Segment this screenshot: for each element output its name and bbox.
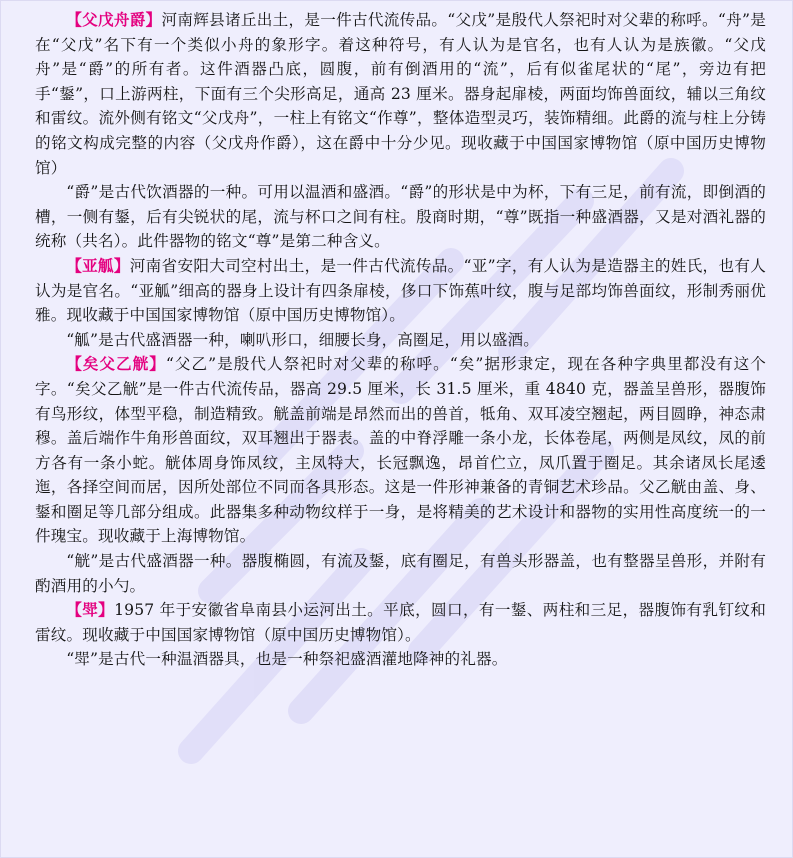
paragraph-yifuyigong <box>35 352 766 549</box>
paragraph-yagu <box>35 254 766 328</box>
paragraph-text: 河南省安阳大司空村出土，是一件古代流传品。“亚”字，有人认为是造器主的姓氏，也有人认为是官名。“亚觚”细高的器身上设计有四条扉棱，侈口下饰蕉叶纹，腹与足部均饰兽面纹，形制秀丽优雅。现收藏于中国国家博物馆（原中国历史博物馆）。 <box>35 256 766 325</box>
paragraph-jue-definition <box>35 180 766 254</box>
document-body <box>35 8 766 672</box>
paragraph-text: “斝”是古代一种温酒器具，也是一种祭祀盛酒灌地降神的礼器。 <box>66 650 508 669</box>
paragraph-gu-definition <box>35 328 766 353</box>
paragraph-jia <box>35 598 766 647</box>
paragraph-text: “父乙”是殷代人祭祀时对父辈的称呼。“矣”据形隶定，现在各种字典里都没有这个字。“矣父乙觥”是一件古代流传品，器高 29.5 厘米，长 31.5 厘米，重 4840 克，器盖呈兽形，器腹饰有鸟形纹，体型平稳，制造精致。觥盖前端是昂然而出的兽首，牴角、双耳凌空翘起，两目圆睁，神态肃穆。盖后端作牛角形兽面纹，双耳翘出于器表。盖的中脊浮雕一条小龙，长体卷尾，两侧是凤纹，凤的前方各有一条小蛇。觥体周身饰凤纹，主凤特大，长冠飘逸，昂首伫立，凤爪置于圈足。其余诸凤长尾逶迤，各择空间而居，因所处部位不同而各具形态。这是一件形神兼备的青铜艺术珍品。父乙觥由盖、身、鋬和圈足等几部分组成。此器集多种动物纹样于一身，是将精美的艺术设计和器物的实用性高度统一的一件瑰宝。现收藏于上海博物馆。 <box>35 355 767 546</box>
term-jia: 【斝】 <box>66 600 115 620</box>
paragraph-text: “觚”是古代盛酒器一种，喇叭形口，细腰长身，高圈足，用以盛酒。 <box>66 330 540 349</box>
paragraph-text: 河南辉县诸丘出土，是一件古代流传品。“父戊”是殷代人祭祀时对父辈的称呼。“舟”是在“父戊”名下有一个类似小舟的象形字。着这种符号，有人认为是官名，也有人认为是族徽。“父戊舟”是“爵”的所有者。这件酒器凸底，圆腹，前有倒酒用的“流”，后有似雀尾状的“尾”，旁边有把手“鋬”，口上游两柱，下面有三个尖形高足，通高 23 厘米。器身起扉棱，两面均饰兽面纹，辅以三角纹和雷纹。流外侧有铭文“父戊舟”，一柱上有铭文“作尊”，整体造型灵巧，装饰精细。此爵的流与柱上分铸的铭文构成完整的内容（父戊舟作爵），这在爵中十分少见。现收藏于中国国家博物馆（原中国历史博物馆） <box>35 11 766 177</box>
term-fuwuzhoujue: 【父戊舟爵】 <box>66 10 162 29</box>
paragraph-text: “爵”是古代饮酒器的一种。可用以温酒和盛酒。“爵”的形状是中为杯，下有三足，前有流，即倒酒的槽，一侧有鋬，后有尖锐状的尾，流与杯口之间有柱。殷商时期，“尊”既指一种盛酒器，又是对酒礼器的统称（共名）。此件器物的铭文“尊”是第二种含义。 <box>35 183 766 251</box>
term-yifuyigong: 【矣父乙觥】 <box>66 354 166 374</box>
paragraph-fuwuzhoujue <box>35 8 766 180</box>
paragraph-gong-definition <box>35 549 766 598</box>
paragraph-jia-definition <box>35 647 766 672</box>
paragraph-text: 1957 年于安徽省阜南县小运河出土。平底，圆口，有一鋬、两柱和三足，器腹饰有乳钉纹和雷纹。现收藏于中国国家博物馆（原中国历史博物馆）。 <box>35 601 767 644</box>
term-yagu: 【亚觚】 <box>66 255 130 275</box>
paragraph-text: “觥”是古代盛酒器一种。器腹椭圆，有流及鋬，底有圈足，有兽头形器盖，也有整器呈兽形，并附有酌酒用的小勺。 <box>35 552 766 595</box>
